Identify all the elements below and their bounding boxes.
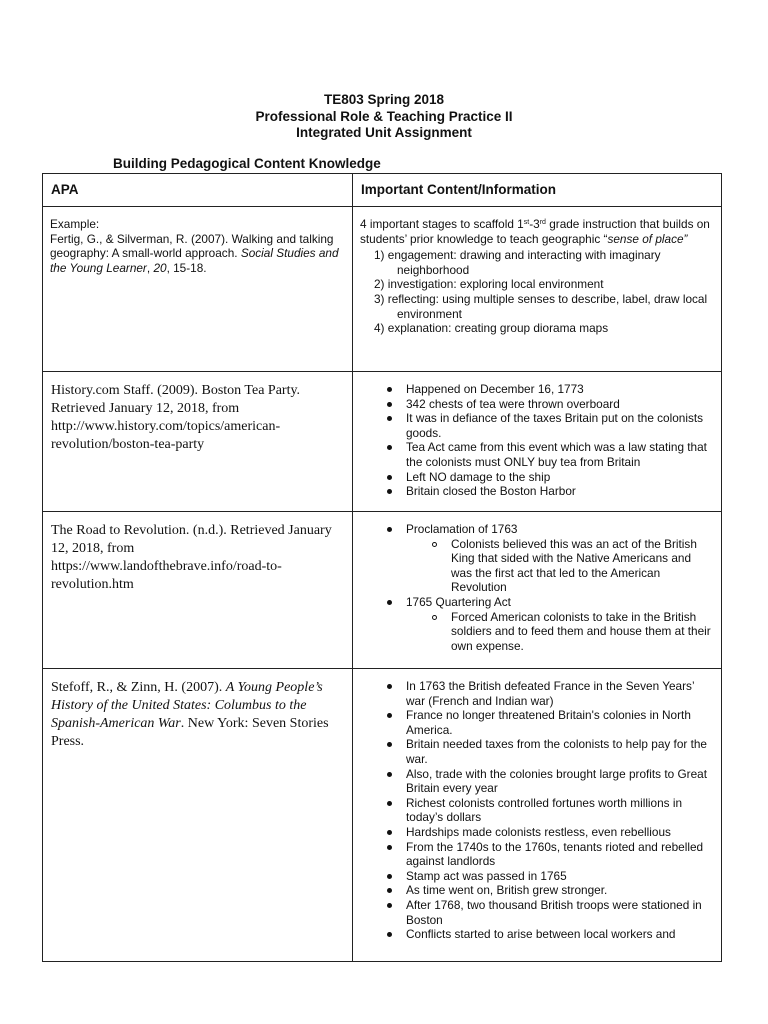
list-item: Britain closed the Boston Harbor: [406, 484, 715, 499]
reference-text: Fertig, G., & Silverman, R. (2007). Walking and talking geography: A small-world approach.: [50, 231, 334, 261]
list-item: 3) reflecting: using multiple senses to describe, label, draw local environment: [374, 291, 708, 321]
list-item: France no longer threatened Britain's colonies in North America.: [406, 708, 715, 737]
bullet-list: [360, 522, 715, 653]
sub-list: [406, 537, 715, 595]
reference-cell: [43, 372, 353, 512]
list-item: After 1768, two thousand British troops were stationed in Boston: [406, 898, 715, 927]
list-item: Left NO damage to the ship: [406, 470, 715, 485]
example-intro: [360, 217, 715, 246]
intro-text: grade instruction that builds on students’ prior knowledge to teach geographic “: [360, 217, 710, 246]
list-item: Happened on December 16, 1773: [406, 382, 715, 397]
content-table: [42, 173, 722, 962]
intro-emphasis: sense of place”: [607, 231, 688, 246]
example-label: Example:: [50, 217, 100, 231]
list-item: In 1763 the British defeated France in the Seven Years’ war (French and Indian war): [406, 679, 715, 708]
assignment-title: Integrated Unit Assignment: [296, 125, 472, 140]
list-item: 4) explanation: creating group diorama maps: [374, 321, 609, 336]
example-info-cell: [353, 207, 722, 372]
journal-title: Social Studies and the Young Learner: [50, 246, 339, 275]
list-item-label: Proclamation of 1763: [406, 522, 518, 536]
section-subtitle: Building Pedagogical Content Knowledge: [113, 156, 381, 171]
info-cell: [353, 669, 722, 962]
list-item: From the 1740s to the 1760s, tenants rioted and rebelled against landlords: [406, 840, 715, 869]
sub-list: [406, 610, 715, 654]
list-item: Britain needed taxes from the colonists to help pay for the war.: [406, 737, 715, 766]
table-row: [43, 512, 722, 669]
reference-pages: , 15-18.: [166, 260, 207, 275]
sub-list-item: Colonists believed this was an act of the British King that sided with the Native Americans and was the first act that led to the American Revolution: [451, 537, 715, 595]
list-item: [406, 595, 715, 653]
list-item: Hardships made colonists restless, even rebellious: [406, 825, 715, 840]
reference-publisher: . New York: Seven Stories Press.: [51, 716, 329, 749]
list-item: 2) investigation: exploring local environment: [374, 277, 604, 292]
list-item: Richest colonists controlled fortunes worth millions in today’s dollars: [406, 796, 715, 825]
bullet-list: [360, 679, 715, 942]
list-item: As time went on, British grew stronger.: [406, 883, 715, 898]
sub-list-item: Forced American colonists to take in the British soldiers and to feed them and house them at their own expense.: [451, 610, 715, 654]
list-item: Conflicts started to arise between local workers and: [406, 927, 715, 942]
document-header: [0, 92, 768, 142]
table-row: [43, 372, 722, 512]
reference-authors: Stefoff, R., & Zinn, H. (2007).: [51, 680, 226, 695]
reference-cell: [43, 512, 353, 669]
list-item: It was in defiance of the taxes Britain put on the colonists goods.: [406, 411, 715, 440]
list-item: Also, trade with the colonies brought large profits to Great Britain every year: [406, 767, 715, 796]
column-header-info: Important Content/Information: [353, 174, 722, 207]
stages-list: [360, 248, 715, 336]
reference-text: History.com Staff. (2009). Boston Tea Party. Retrieved January 12, 2018, from http://www.history.com/topics/american-revolution/boston-tea-party: [51, 383, 301, 452]
reference-text: The Road to Revolution. (n.d.). Retrieved January 12, 2018, from https://www.landofthebrave.info/road-to-revolution.htm: [51, 523, 332, 592]
list-item: 1) engagement: drawing and interacting with imaginary neighborhood: [374, 248, 661, 277]
table-row-example: [43, 207, 722, 372]
ordinal-suffix: rd: [539, 219, 546, 226]
course-title: TE803 Spring 2018: [323, 92, 445, 107]
example-reference-cell: [43, 207, 353, 372]
reference-separator: ,: [146, 260, 154, 275]
list-item-label: 1765 Quartering Act: [406, 594, 511, 609]
list-item: Tea Act came from this event which was a law stating that the colonists must ONLY buy tea from Britain: [406, 440, 715, 469]
journal-volume: 20: [153, 260, 167, 275]
example-reference: [50, 232, 346, 276]
column-header-apa: APA: [43, 174, 353, 207]
table-row: [43, 669, 722, 962]
list-item: Stamp act was passed in 1765: [406, 869, 715, 884]
reference-text: [51, 679, 346, 751]
book-title: A Young People’s History of the United States: Columbus to the Spanish-American War: [51, 680, 323, 731]
info-cell: [353, 372, 722, 512]
table-header-row: [43, 174, 722, 207]
list-item: 342 chests of tea were thrown overboard: [406, 397, 715, 412]
intro-text: 4 important stages to scaffold 1: [360, 217, 524, 231]
course-name: Professional Role & Teaching Practice II: [255, 108, 513, 124]
ordinal-suffix: st: [523, 219, 530, 226]
intro-text: -3: [529, 217, 540, 231]
list-item: [406, 522, 715, 595]
reference-cell: [43, 669, 353, 962]
info-cell: [353, 512, 722, 669]
bullet-list: [360, 382, 715, 499]
